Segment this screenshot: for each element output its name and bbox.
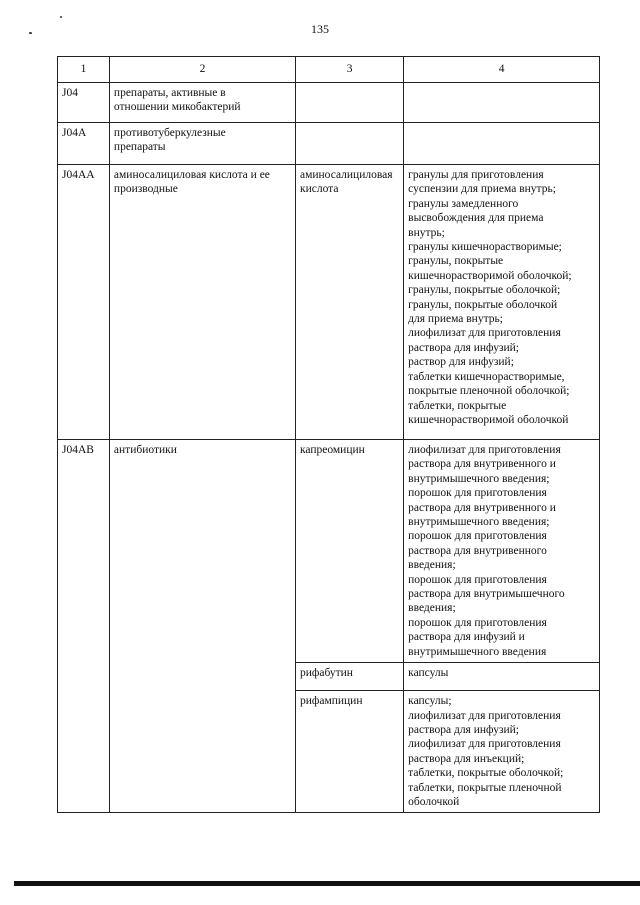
drug-table <box>57 56 600 813</box>
header-col-2: 2 <box>109 57 295 83</box>
cell-forms: лиофилизат для приготовления раствора для внутривенного и внутримышечного введения; порошок для приготовления раствора для внутривенного и внутримышечного введения; порошок для приготовления раствора для внутривенного введения; порошок для приготовления раствора для внутримышечного введения; порошок для приготовления раствора для инфузий и внутримышечного введения <box>404 440 600 663</box>
cell-drug: аминосалициловая кислота <box>295 165 403 440</box>
cell-code: J04 <box>58 83 110 123</box>
cell-group: препараты, активные в отношении микобактерий <box>109 83 295 123</box>
cell-group: антибиотики <box>109 440 295 813</box>
cell-forms: капсулы; лиофилизат для приготовления раствора для инфузий; лиофилизат для приготовления раствора для инъекций; таблетки, покрытые оболочкой; таблетки, покрытые пленочной оболочкой <box>404 691 600 813</box>
cell-forms: гранулы для приготовления суспензии для приема внутрь; гранулы замедленного высвобождения для приема внутрь; гранулы кишечнорастворимые; гранулы, покрытые кишечнорастворимой оболочкой; гранулы, покрытые оболочкой; гранулы, покрытые оболочкой для приема внутрь; лиофилизат для приготовления раствора для инфузий; раствор для инфузий; таблетки кишечнорастворимые, покрытые пленочной оболочкой; таблетки, покрытые кишечнорастворимой оболочкой <box>404 165 600 440</box>
cell-forms <box>404 83 600 123</box>
cell-drug: рифабутин <box>295 663 403 691</box>
cell-drug: рифампицин <box>295 691 403 813</box>
bottom-rule <box>14 881 640 886</box>
table-row <box>58 123 600 165</box>
header-row <box>58 57 600 83</box>
cell-code: J04AB <box>58 440 110 813</box>
cell-forms <box>404 123 600 165</box>
table-body <box>58 83 600 813</box>
cell-forms: капсулы <box>404 663 600 691</box>
page-number: 135 <box>311 22 329 36</box>
table-row <box>58 83 600 123</box>
cell-drug <box>295 123 403 165</box>
cell-code: J04AA <box>58 165 110 440</box>
cell-drug <box>295 83 403 123</box>
header-col-4: 4 <box>404 57 600 83</box>
cell-drug: капреомицин <box>295 440 403 663</box>
header-col-1: 1 <box>58 57 110 83</box>
cell-group: аминосалициловая кислота и ее производные <box>109 165 295 440</box>
scan-speck <box>60 16 62 18</box>
cell-code: J04A <box>58 123 110 165</box>
table-row <box>58 440 600 663</box>
header-col-3: 3 <box>295 57 403 83</box>
table-row <box>58 165 600 440</box>
cell-group: противотуберкулезные препараты <box>109 123 295 165</box>
